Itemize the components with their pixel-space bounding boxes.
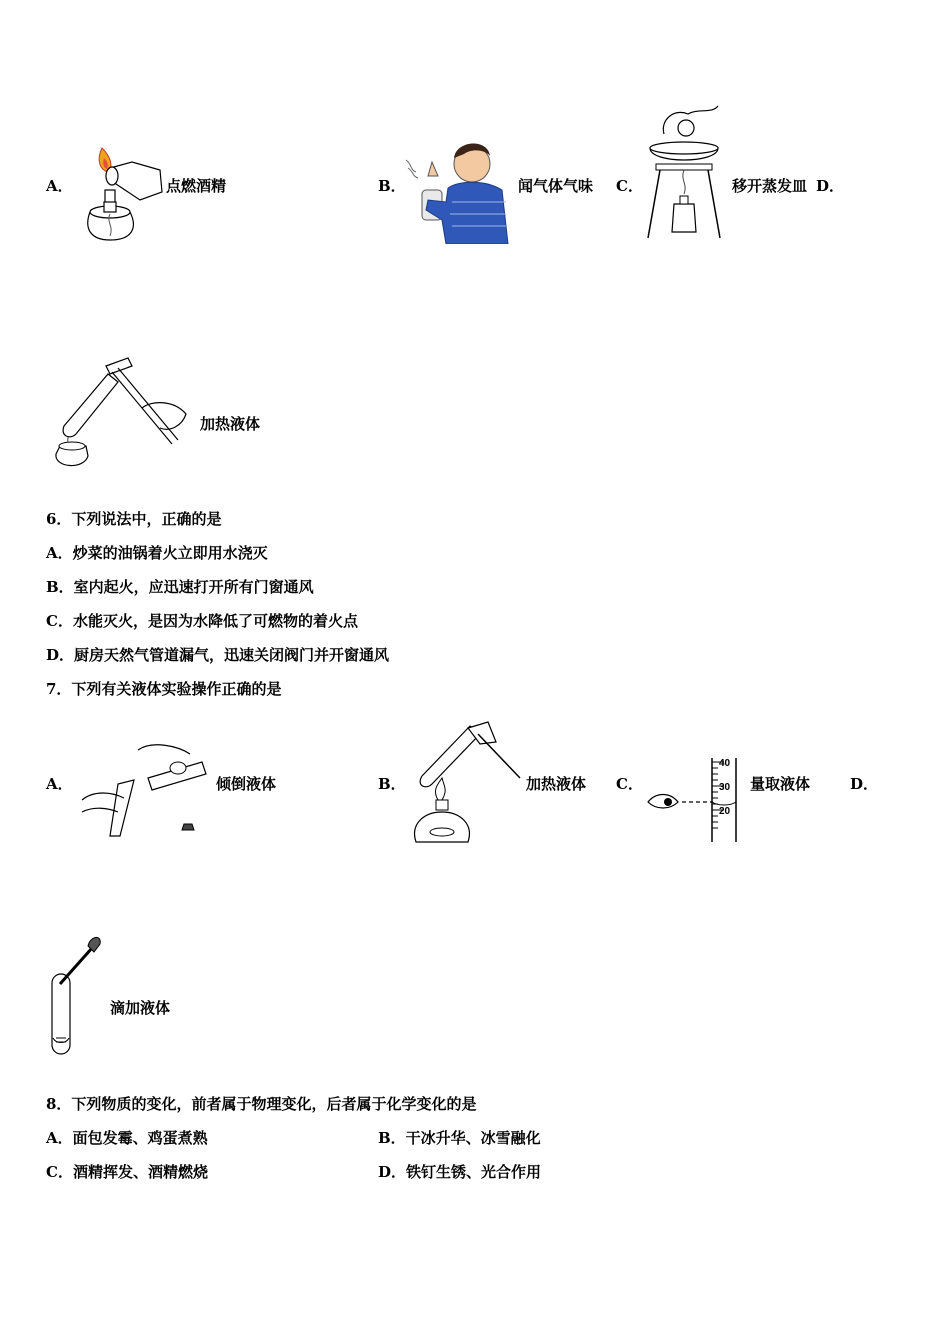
heating-liquid-test-tube-illustration xyxy=(46,356,192,474)
q7-option-a-letter: A． xyxy=(46,775,73,793)
q7-option-c-caption: 量取液体 xyxy=(750,775,811,793)
q8-stem: 8．下列物质的变化，前者属于物理变化，后者属于化学变化的是 xyxy=(46,1095,477,1113)
cylinder-tick-20: 20 xyxy=(719,806,731,817)
evaporating-dish-tripod-illustration xyxy=(640,104,730,242)
q5-option-d-figure xyxy=(46,356,192,474)
q6-option-d: D．厨房天然气管道漏气，迅速关闭阀门并开窗通风 xyxy=(46,646,390,664)
q7-option-d-caption: 滴加液体 xyxy=(110,999,171,1017)
q6-option-b: B．室内起火，应迅速打开所有门窗通风 xyxy=(46,578,314,596)
dropper-adding-liquid-illustration xyxy=(44,932,106,1058)
q7-option-b-figure xyxy=(404,720,522,848)
q5-option-d-letter: D． xyxy=(816,177,845,195)
boy-smelling-gas-illustration xyxy=(402,132,512,244)
q8-option-b: B．干冰升华、冰雪融化 xyxy=(378,1129,541,1147)
q7-stem: 7．下列有关液体实验操作正确的是 xyxy=(46,680,282,698)
cylinder-tick-40: 40 xyxy=(719,758,731,769)
q8-option-d: D．铁钉生锈、光合作用 xyxy=(378,1163,542,1181)
q7-option-c-letter: C． xyxy=(616,775,643,793)
q8-option-a: A．面包发霉、鸡蛋煮熟 xyxy=(46,1129,208,1147)
q5-option-c-caption: 移开蒸发皿 xyxy=(732,177,808,195)
graduated-cylinder-reading-illustration xyxy=(646,754,744,844)
pouring-liquid-illustration xyxy=(78,740,210,840)
q7-option-a-caption: 倾倒液体 xyxy=(216,775,277,793)
q5-option-b-letter: B． xyxy=(378,177,406,195)
q6-option-c: C．水能灭火，是因为水降低了可燃物的着火点 xyxy=(46,612,358,630)
q7-option-d-letter: D． xyxy=(850,775,879,793)
q5-option-a-letter: A． xyxy=(46,177,73,195)
q6-option-a: A．炒菜的油锅着火立即用水浇灭 xyxy=(46,544,268,562)
alcohol-lamp-lighting-illustration xyxy=(70,140,170,245)
q7-option-c-figure xyxy=(646,754,744,844)
cylinder-tick-30: 30 xyxy=(719,782,731,793)
q5-option-a-figure xyxy=(70,140,170,245)
q5-option-a-caption: 点燃酒精 xyxy=(166,177,227,195)
q8-option-c: C．酒精挥发、酒精燃烧 xyxy=(46,1163,208,1181)
q5-option-c-figure xyxy=(640,104,730,242)
q5-option-d-caption: 加热液体 xyxy=(200,415,261,433)
q7-option-b-letter: B． xyxy=(378,775,406,793)
q5-option-b-figure xyxy=(402,132,512,244)
q7-option-a-figure xyxy=(78,740,210,840)
q7-option-b-caption: 加热液体 xyxy=(526,775,587,793)
heating-liquid-spirit-lamp-illustration xyxy=(404,720,522,848)
q6-stem: 6．下列说法中，正确的是 xyxy=(46,510,222,528)
q7-option-d-figure xyxy=(44,932,106,1058)
q5-option-c-letter: C． xyxy=(616,177,643,195)
q5-option-b-caption: 闻气体气味 xyxy=(518,177,594,195)
